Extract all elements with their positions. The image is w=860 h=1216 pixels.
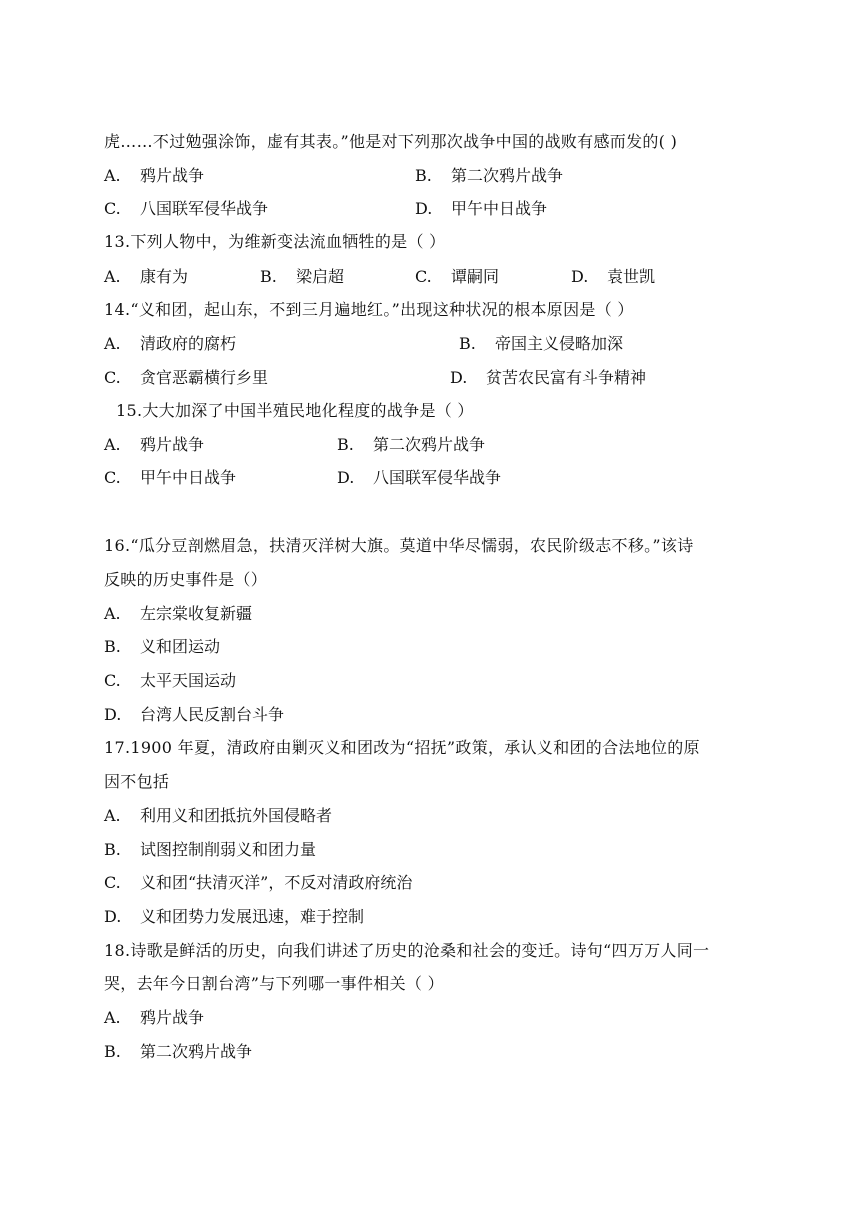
option-key: A. xyxy=(104,267,121,286)
q15-option-c[interactable] xyxy=(104,467,236,489)
q13-option-a[interactable] xyxy=(104,266,188,288)
option-text: 梁启超 xyxy=(296,267,345,286)
option-key: C. xyxy=(104,468,121,487)
option-text: 帝国主义侵略加深 xyxy=(495,334,624,353)
q12-option-a[interactable] xyxy=(104,165,204,187)
option-text: 甲午中日战争 xyxy=(451,199,548,218)
option-key: B. xyxy=(337,435,354,454)
option-key: A. xyxy=(104,166,121,185)
option-text: 贫苦农民富有斗争精神 xyxy=(486,368,647,387)
option-key: D. xyxy=(104,907,122,926)
option-text: 贪官恶霸横行乡里 xyxy=(140,368,269,387)
q13-option-c[interactable] xyxy=(415,266,499,288)
q12-option-d[interactable] xyxy=(415,198,547,220)
q14-option-b[interactable] xyxy=(459,333,623,355)
q16-option-d[interactable] xyxy=(104,704,284,726)
option-key: A. xyxy=(104,806,121,825)
option-key: C. xyxy=(415,267,432,286)
option-text: 台湾人民反割台斗争 xyxy=(140,705,285,724)
option-key: D. xyxy=(571,267,589,286)
option-text: 鸦片战争 xyxy=(140,166,205,185)
option-key: B. xyxy=(104,1042,121,1061)
option-text: 第二次鸦片战争 xyxy=(140,1042,253,1061)
q17-stem-line2: 因不包括 xyxy=(104,772,170,791)
option-key: C. xyxy=(104,199,121,218)
q17-option-c[interactable] xyxy=(104,872,412,894)
option-key: D. xyxy=(104,705,122,724)
option-key: A. xyxy=(104,1008,121,1027)
q13-option-b[interactable] xyxy=(260,266,344,288)
option-text: 鸦片战争 xyxy=(140,435,205,454)
option-text: 甲午中日战争 xyxy=(140,468,237,487)
option-text: 义和团“扶清灭洋”，不反对清政府统治 xyxy=(140,873,413,892)
option-key: A. xyxy=(104,604,121,623)
q13-option-d[interactable] xyxy=(571,266,655,288)
option-text: 第二次鸦片战争 xyxy=(451,166,564,185)
q17-stem-line1: 17.1900 年夏，清政府由剿灭义和团改为“招抚”政策，承认义和团的合法地位的原 xyxy=(104,738,700,757)
option-text: 鸦片战争 xyxy=(140,1008,205,1027)
q14-option-d[interactable] xyxy=(450,367,646,389)
q18-option-b[interactable] xyxy=(104,1041,252,1063)
option-text: 八国联军侵华战争 xyxy=(373,468,502,487)
q15-option-b[interactable] xyxy=(337,434,485,456)
q12-option-b[interactable] xyxy=(415,165,563,187)
q15-option-a[interactable] xyxy=(104,434,204,456)
option-key: A. xyxy=(104,435,121,454)
option-key: C. xyxy=(104,671,121,690)
q15-stem: 15.大大加深了中国半殖民地化程度的战争是（ ） xyxy=(116,401,474,420)
q18-stem-line2: 哭，去年今日割台湾”与下列哪一事件相关（ ） xyxy=(104,974,444,993)
q17-option-d[interactable] xyxy=(104,906,364,928)
option-text: 袁世凯 xyxy=(607,267,656,286)
q16-option-b[interactable] xyxy=(104,636,220,658)
q16-stem-line1: 16.“瓜分豆剖燃眉急，扶清灭洋树大旗。莫道中华尽懦弱，农民阶级志不移。”该诗 xyxy=(104,536,694,555)
q15-option-d[interactable] xyxy=(337,467,501,489)
q18-stem-line1: 18.诗歌是鲜活的历史，向我们讲述了历史的沧桑和社会的变迁。诗句“四万万人同一 xyxy=(104,941,710,960)
option-key: D. xyxy=(337,468,355,487)
option-text: 利用义和团抵抗外国侵略者 xyxy=(140,806,333,825)
option-text: 太平天国运动 xyxy=(140,671,237,690)
option-key: B. xyxy=(415,166,432,185)
q16-option-a[interactable] xyxy=(104,603,252,625)
q12-option-c[interactable] xyxy=(104,198,268,220)
option-text: 谭嗣同 xyxy=(451,267,500,286)
option-text: 八国联军侵华战争 xyxy=(140,199,269,218)
option-key: D. xyxy=(450,368,468,387)
option-text: 清政府的腐朽 xyxy=(140,334,237,353)
option-key: B. xyxy=(260,267,277,286)
q16-option-c[interactable] xyxy=(104,670,236,692)
option-key: B. xyxy=(104,637,121,656)
q17-option-b[interactable] xyxy=(104,839,316,861)
q17-option-a[interactable] xyxy=(104,805,332,827)
option-text: 第二次鸦片战争 xyxy=(373,435,486,454)
option-key: B. xyxy=(459,334,476,353)
option-text: 试图控制削弱义和团力量 xyxy=(140,840,317,859)
option-text: 康有为 xyxy=(140,267,189,286)
q14-option-a[interactable] xyxy=(104,333,236,355)
q16-stem-line2: 反映的历史事件是（） xyxy=(104,570,268,589)
option-text: 义和团运动 xyxy=(140,637,221,656)
option-text: 义和团势力发展迅速，难于控制 xyxy=(140,907,365,926)
option-text: 左宗棠收复新疆 xyxy=(140,604,253,623)
q14-option-c[interactable] xyxy=(104,367,268,389)
q18-option-a[interactable] xyxy=(104,1007,204,1029)
option-key: A. xyxy=(104,334,121,353)
option-key: D. xyxy=(415,199,433,218)
q14-stem: 14.“义和团，起山东，不到三月遍地红。”出现这种状况的根本原因是（ ） xyxy=(104,300,634,319)
option-key: B. xyxy=(104,840,121,859)
option-key: C. xyxy=(104,368,121,387)
q12-stem-tail: 虎……不过勉强涂饰，虚有其表。”他是对下列那次战争中国的战败有感而发的( ) xyxy=(104,132,678,151)
q13-stem: 13.下列人物中，为维新变法流血牺牲的是（ ） xyxy=(104,232,446,251)
option-key: C. xyxy=(104,873,121,892)
